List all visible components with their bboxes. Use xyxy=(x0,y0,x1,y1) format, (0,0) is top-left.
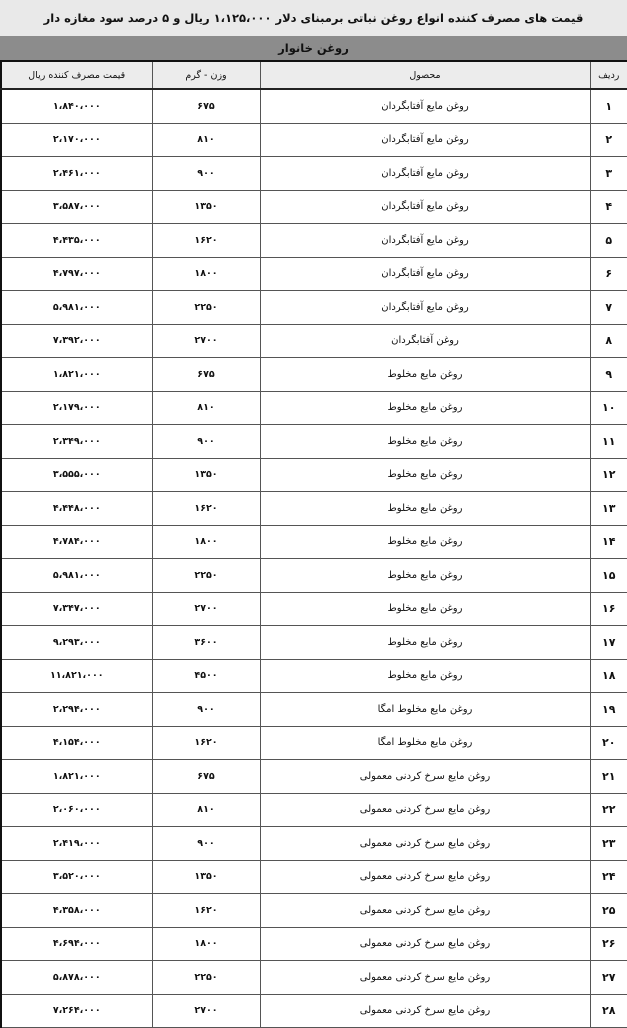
header-product: محصول xyxy=(260,61,590,89)
table-row xyxy=(1,190,627,224)
row-product: روغن مایع مخلوط xyxy=(260,358,590,392)
row-product: روغن مایع سرخ کردنی معمولی xyxy=(260,827,590,861)
row-price: ۱،۸۲۱،۰۰۰ xyxy=(1,760,152,794)
row-weight: ۱۶۲۰ xyxy=(152,492,260,526)
row-index: ۸ xyxy=(590,324,627,358)
row-price: ۳،۵۲۰،۰۰۰ xyxy=(1,860,152,894)
row-product: روغن مایع آفتابگردان xyxy=(260,224,590,258)
row-index: ۲۶ xyxy=(590,927,627,961)
row-weight: ۹۰۰ xyxy=(152,693,260,727)
table-row xyxy=(1,592,627,626)
row-weight: ۱۶۲۰ xyxy=(152,894,260,928)
row-price: ۷،۳۴۷،۰۰۰ xyxy=(1,592,152,626)
row-index: ۱ xyxy=(590,89,627,123)
row-weight: ۲۷۰۰ xyxy=(152,324,260,358)
row-index: ۲۴ xyxy=(590,860,627,894)
table-row xyxy=(1,257,627,291)
row-weight: ۲۲۵۰ xyxy=(152,559,260,593)
row-weight: ۱۶۲۰ xyxy=(152,726,260,760)
row-price: ۴،۷۸۴،۰۰۰ xyxy=(1,525,152,559)
row-product: روغن مایع آفتابگردان xyxy=(260,190,590,224)
table-row xyxy=(1,961,627,995)
row-weight: ۱۸۰۰ xyxy=(152,257,260,291)
table-row xyxy=(1,726,627,760)
table-row xyxy=(1,626,627,660)
row-index: ۱۱ xyxy=(590,425,627,459)
row-product: روغن مایع مخلوط امگا xyxy=(260,693,590,727)
row-product: روغن مایع سرخ کردنی معمولی xyxy=(260,860,590,894)
row-price: ۲،۳۴۹،۰۰۰ xyxy=(1,425,152,459)
row-weight: ۲۲۵۰ xyxy=(152,961,260,995)
row-product: روغن مایع سرخ کردنی معمولی xyxy=(260,793,590,827)
document-title: قیمت های مصرف کننده انواع روغن نباتی برمبنای دلار ۱،۱۲۵،۰۰۰ ریال و ۵ درصد سود مغازه دار xyxy=(0,0,627,36)
table-row xyxy=(1,425,627,459)
row-weight: ۱۸۰۰ xyxy=(152,525,260,559)
price-table xyxy=(0,60,627,1028)
row-product: روغن مایع مخلوط xyxy=(260,391,590,425)
row-price: ۲،۴۶۱،۰۰۰ xyxy=(1,157,152,191)
row-index: ۱۴ xyxy=(590,525,627,559)
row-weight: ۲۲۵۰ xyxy=(152,291,260,325)
row-weight: ۴۵۰۰ xyxy=(152,659,260,693)
row-price: ۲،۱۷۰،۰۰۰ xyxy=(1,123,152,157)
row-index: ۲ xyxy=(590,123,627,157)
row-index: ۲۰ xyxy=(590,726,627,760)
section-title: روغن خانوار xyxy=(0,36,627,60)
table-header-row xyxy=(1,61,627,89)
row-price: ۴،۱۵۴،۰۰۰ xyxy=(1,726,152,760)
row-weight: ۱۳۵۰ xyxy=(152,860,260,894)
row-index: ۱۲ xyxy=(590,458,627,492)
row-price: ۴،۳۵۸،۰۰۰ xyxy=(1,894,152,928)
header-index: ردیف xyxy=(590,61,627,89)
table-row xyxy=(1,994,627,1028)
row-index: ۴ xyxy=(590,190,627,224)
row-index: ۲۷ xyxy=(590,961,627,995)
row-weight: ۹۰۰ xyxy=(152,425,260,459)
row-price: ۷،۲۶۴،۰۰۰ xyxy=(1,994,152,1028)
row-product: روغن مایع آفتابگردان xyxy=(260,123,590,157)
row-weight: ۱۶۲۰ xyxy=(152,224,260,258)
header-price: قیمت مصرف کننده ریال xyxy=(1,61,152,89)
header-weight: وزن - گرم xyxy=(152,61,260,89)
row-index: ۱۰ xyxy=(590,391,627,425)
table-row xyxy=(1,358,627,392)
row-index: ۱۹ xyxy=(590,693,627,727)
row-index: ۲۳ xyxy=(590,827,627,861)
row-price: ۳،۵۸۷،۰۰۰ xyxy=(1,190,152,224)
row-product: روغن مایع مخلوط xyxy=(260,626,590,660)
row-product: روغن مایع سرخ کردنی معمولی xyxy=(260,961,590,995)
row-weight: ۸۱۰ xyxy=(152,123,260,157)
row-weight: ۳۶۰۰ xyxy=(152,626,260,660)
row-price: ۵،۹۸۱،۰۰۰ xyxy=(1,559,152,593)
row-weight: ۹۰۰ xyxy=(152,827,260,861)
table-row xyxy=(1,559,627,593)
table-row xyxy=(1,291,627,325)
row-weight: ۹۰۰ xyxy=(152,157,260,191)
row-product: روغن مایع مخلوط xyxy=(260,425,590,459)
row-weight: ۶۷۵ xyxy=(152,89,260,123)
row-index: ۵ xyxy=(590,224,627,258)
table-row xyxy=(1,458,627,492)
table-row xyxy=(1,224,627,258)
row-index: ۲۱ xyxy=(590,760,627,794)
row-product: روغن مایع مخلوط xyxy=(260,659,590,693)
row-product: روغن مایع آفتابگردان xyxy=(260,89,590,123)
row-price: ۴،۴۳۵،۰۰۰ xyxy=(1,224,152,258)
row-index: ۱۳ xyxy=(590,492,627,526)
row-price: ۲،۱۷۹،۰۰۰ xyxy=(1,391,152,425)
row-product: روغن مایع سرخ کردنی معمولی xyxy=(260,927,590,961)
row-index: ۱۸ xyxy=(590,659,627,693)
row-product: روغن مایع مخلوط xyxy=(260,592,590,626)
row-weight: ۲۷۰۰ xyxy=(152,994,260,1028)
row-price: ۳،۵۵۵،۰۰۰ xyxy=(1,458,152,492)
table-body xyxy=(1,89,627,1028)
row-product: روغن مایع مخلوط xyxy=(260,492,590,526)
row-weight: ۲۷۰۰ xyxy=(152,592,260,626)
row-weight: ۱۳۵۰ xyxy=(152,458,260,492)
table-row xyxy=(1,492,627,526)
row-product: روغن مایع مخلوط xyxy=(260,559,590,593)
table-row xyxy=(1,89,627,123)
row-price: ۷،۳۹۲،۰۰۰ xyxy=(1,324,152,358)
table-row xyxy=(1,693,627,727)
row-price: ۵،۸۷۸،۰۰۰ xyxy=(1,961,152,995)
table-row xyxy=(1,927,627,961)
row-index: ۲۸ xyxy=(590,994,627,1028)
table-row xyxy=(1,760,627,794)
row-product: روغن مایع آفتابگردان xyxy=(260,291,590,325)
row-product: روغن مایع سرخ کردنی معمولی xyxy=(260,760,590,794)
row-product: روغن آفتابگردان xyxy=(260,324,590,358)
row-price: ۴،۷۹۷،۰۰۰ xyxy=(1,257,152,291)
row-weight: ۸۱۰ xyxy=(152,391,260,425)
row-index: ۶ xyxy=(590,257,627,291)
row-price: ۹،۲۹۳،۰۰۰ xyxy=(1,626,152,660)
table-row xyxy=(1,827,627,861)
row-index: ۷ xyxy=(590,291,627,325)
row-product: روغن مایع سرخ کردنی معمولی xyxy=(260,994,590,1028)
row-weight: ۶۷۵ xyxy=(152,358,260,392)
row-price: ۴،۴۴۸،۰۰۰ xyxy=(1,492,152,526)
table-row xyxy=(1,860,627,894)
row-price: ۲،۲۹۴،۰۰۰ xyxy=(1,693,152,727)
row-price: ۲،۴۱۹،۰۰۰ xyxy=(1,827,152,861)
row-index: ۹ xyxy=(590,358,627,392)
row-product: روغن مایع آفتابگردان xyxy=(260,157,590,191)
row-index: ۱۷ xyxy=(590,626,627,660)
table-row xyxy=(1,659,627,693)
row-product: روغن مایع مخلوط xyxy=(260,525,590,559)
row-price: ۲،۰۶۰،۰۰۰ xyxy=(1,793,152,827)
row-product: روغن مایع مخلوط xyxy=(260,458,590,492)
row-weight: ۱۳۵۰ xyxy=(152,190,260,224)
table-row xyxy=(1,793,627,827)
row-weight: ۶۷۵ xyxy=(152,760,260,794)
row-price: ۱،۸۴۰،۰۰۰ xyxy=(1,89,152,123)
row-price: ۵،۹۸۱،۰۰۰ xyxy=(1,291,152,325)
table-row xyxy=(1,123,627,157)
table-row xyxy=(1,157,627,191)
row-index: ۳ xyxy=(590,157,627,191)
table-row xyxy=(1,324,627,358)
row-weight: ۱۸۰۰ xyxy=(152,927,260,961)
row-product: روغن مایع سرخ کردنی معمولی xyxy=(260,894,590,928)
row-index: ۲۲ xyxy=(590,793,627,827)
row-product: روغن مایع آفتابگردان xyxy=(260,257,590,291)
row-product: روغن مایع مخلوط امگا xyxy=(260,726,590,760)
row-index: ۲۵ xyxy=(590,894,627,928)
row-index: ۱۵ xyxy=(590,559,627,593)
row-price: ۱،۸۲۱،۰۰۰ xyxy=(1,358,152,392)
table-row xyxy=(1,894,627,928)
row-index: ۱۶ xyxy=(590,592,627,626)
table-row xyxy=(1,391,627,425)
row-price: ۴،۶۹۴،۰۰۰ xyxy=(1,927,152,961)
table-row xyxy=(1,525,627,559)
row-price: ۱۱،۸۲۱،۰۰۰ xyxy=(1,659,152,693)
row-weight: ۸۱۰ xyxy=(152,793,260,827)
